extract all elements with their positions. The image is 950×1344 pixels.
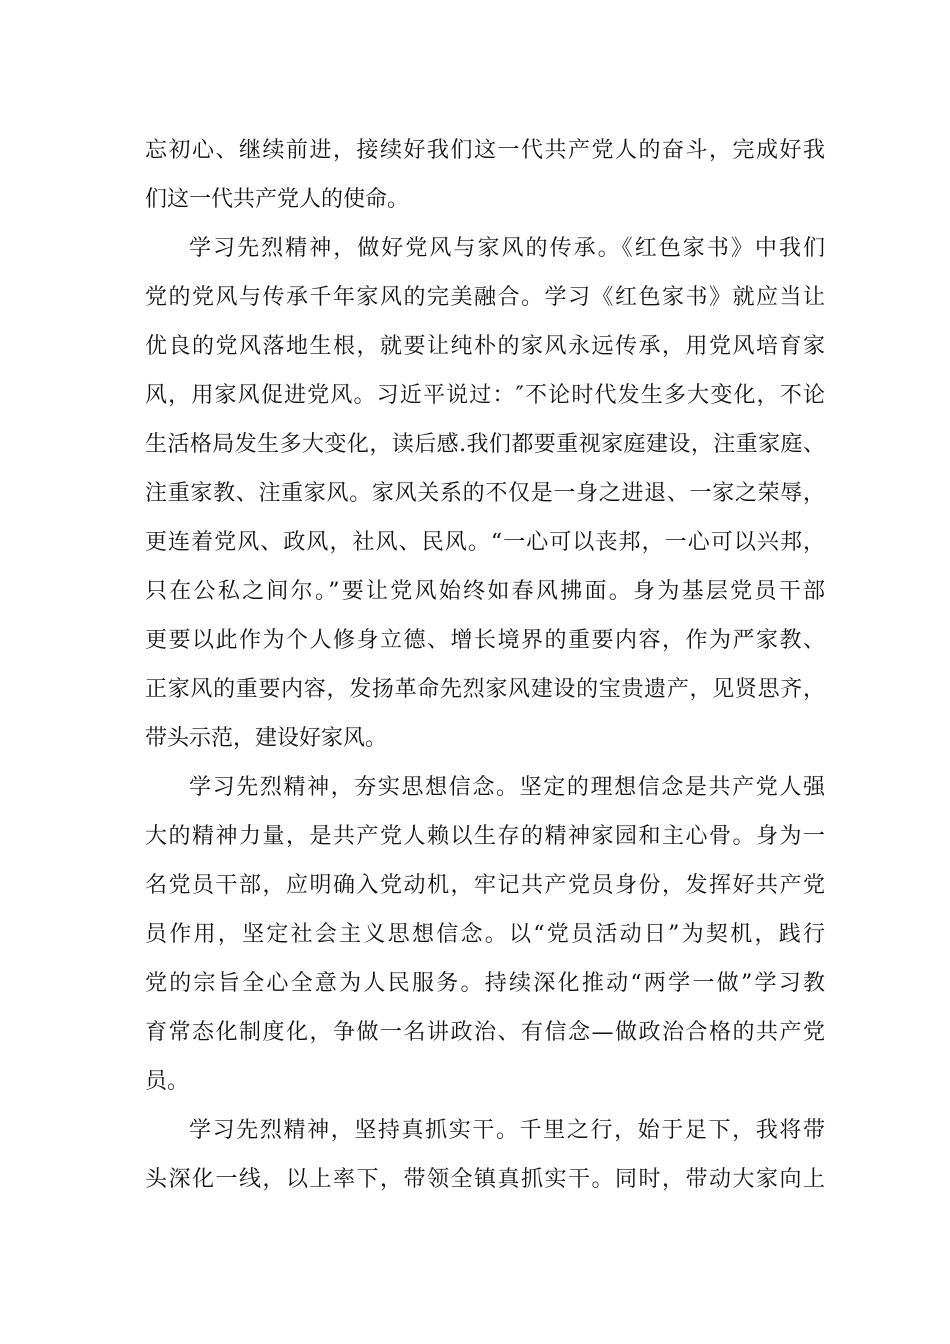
text-line: 忘初心、继续前进，接续好我们这一代共产党人的奋斗，完成好我 — [145, 138, 825, 163]
text-line: 们这一代共产党人的使命。 — [145, 187, 410, 212]
text-line: 党的宗旨全心全意为人民服务。持续深化推动“两学一做”学习教 — [145, 971, 825, 996]
text-line: 只在公私之间尔。”要让党风始终如春风拂面。身为基层党员干部 — [145, 579, 825, 604]
text-line: 更要以此作为个人修身立德、增长境界的重要内容，作为严家教、 — [145, 628, 825, 653]
text-line: 更连着党风、政风，社风、民风。“一心可以丧邦，一心可以兴邦， — [145, 530, 825, 555]
text-line: 名党员干部，应明确入党动机，牢记共产党员身份，发挥好共产党 — [145, 873, 825, 898]
text-line: 风，用家风促进党风。习近平说过：″不论时代发生多大变化，不论 — [145, 383, 825, 408]
body-text — [145, 126, 825, 1204]
paragraph-start-line: 学习先烈精神，坚持真抓实干。千里之行，始于足下，我将带 — [189, 1118, 825, 1143]
text-line: 优良的党风落地生根，就要让纯朴的家风永远传承，用党风培育家 — [145, 334, 825, 359]
text-line: 员。 — [145, 1069, 190, 1094]
text-line: 正家风的重要内容，发扬革命先烈家风建设的宝贵遗产，见贤思齐， — [145, 677, 825, 702]
paragraph-start-line: 学习先烈精神，夯实思想信念。坚定的理想信念是共产党人强 — [189, 775, 825, 800]
text-line: 带头示范，建设好家风。 — [145, 726, 388, 751]
text-line: 党的党风与传承千年家风的完美融合。学习《红色家书》就应当让 — [145, 285, 825, 310]
text-line: 大的精神力量，是共产党人赖以生存的精神家园和主心骨。身为一 — [145, 824, 825, 849]
text-line: 注重家教、注重家风。家风关系的不仅是一身之进退、一家之荣辱， — [145, 481, 825, 506]
paragraph-start-line: 学习先烈精神，做好党风与家风的传承。《红色家书》中我们 — [189, 236, 825, 261]
text-line: 员作用，坚定社会主义思想信念。以“党员活动日”为契机，践行 — [145, 922, 825, 947]
text-line: 头深化一线，以上率下，带领全镇真抓实干。同时，带动大家向上 — [145, 1167, 825, 1192]
text-line: 育常态化制度化，争做一名讲政治、有信念—做政治合格的共产党 — [145, 1020, 825, 1045]
text-line: 生活格局发生多大变化，读后感.我们都要重视家庭建设，注重家庭、 — [145, 432, 825, 457]
